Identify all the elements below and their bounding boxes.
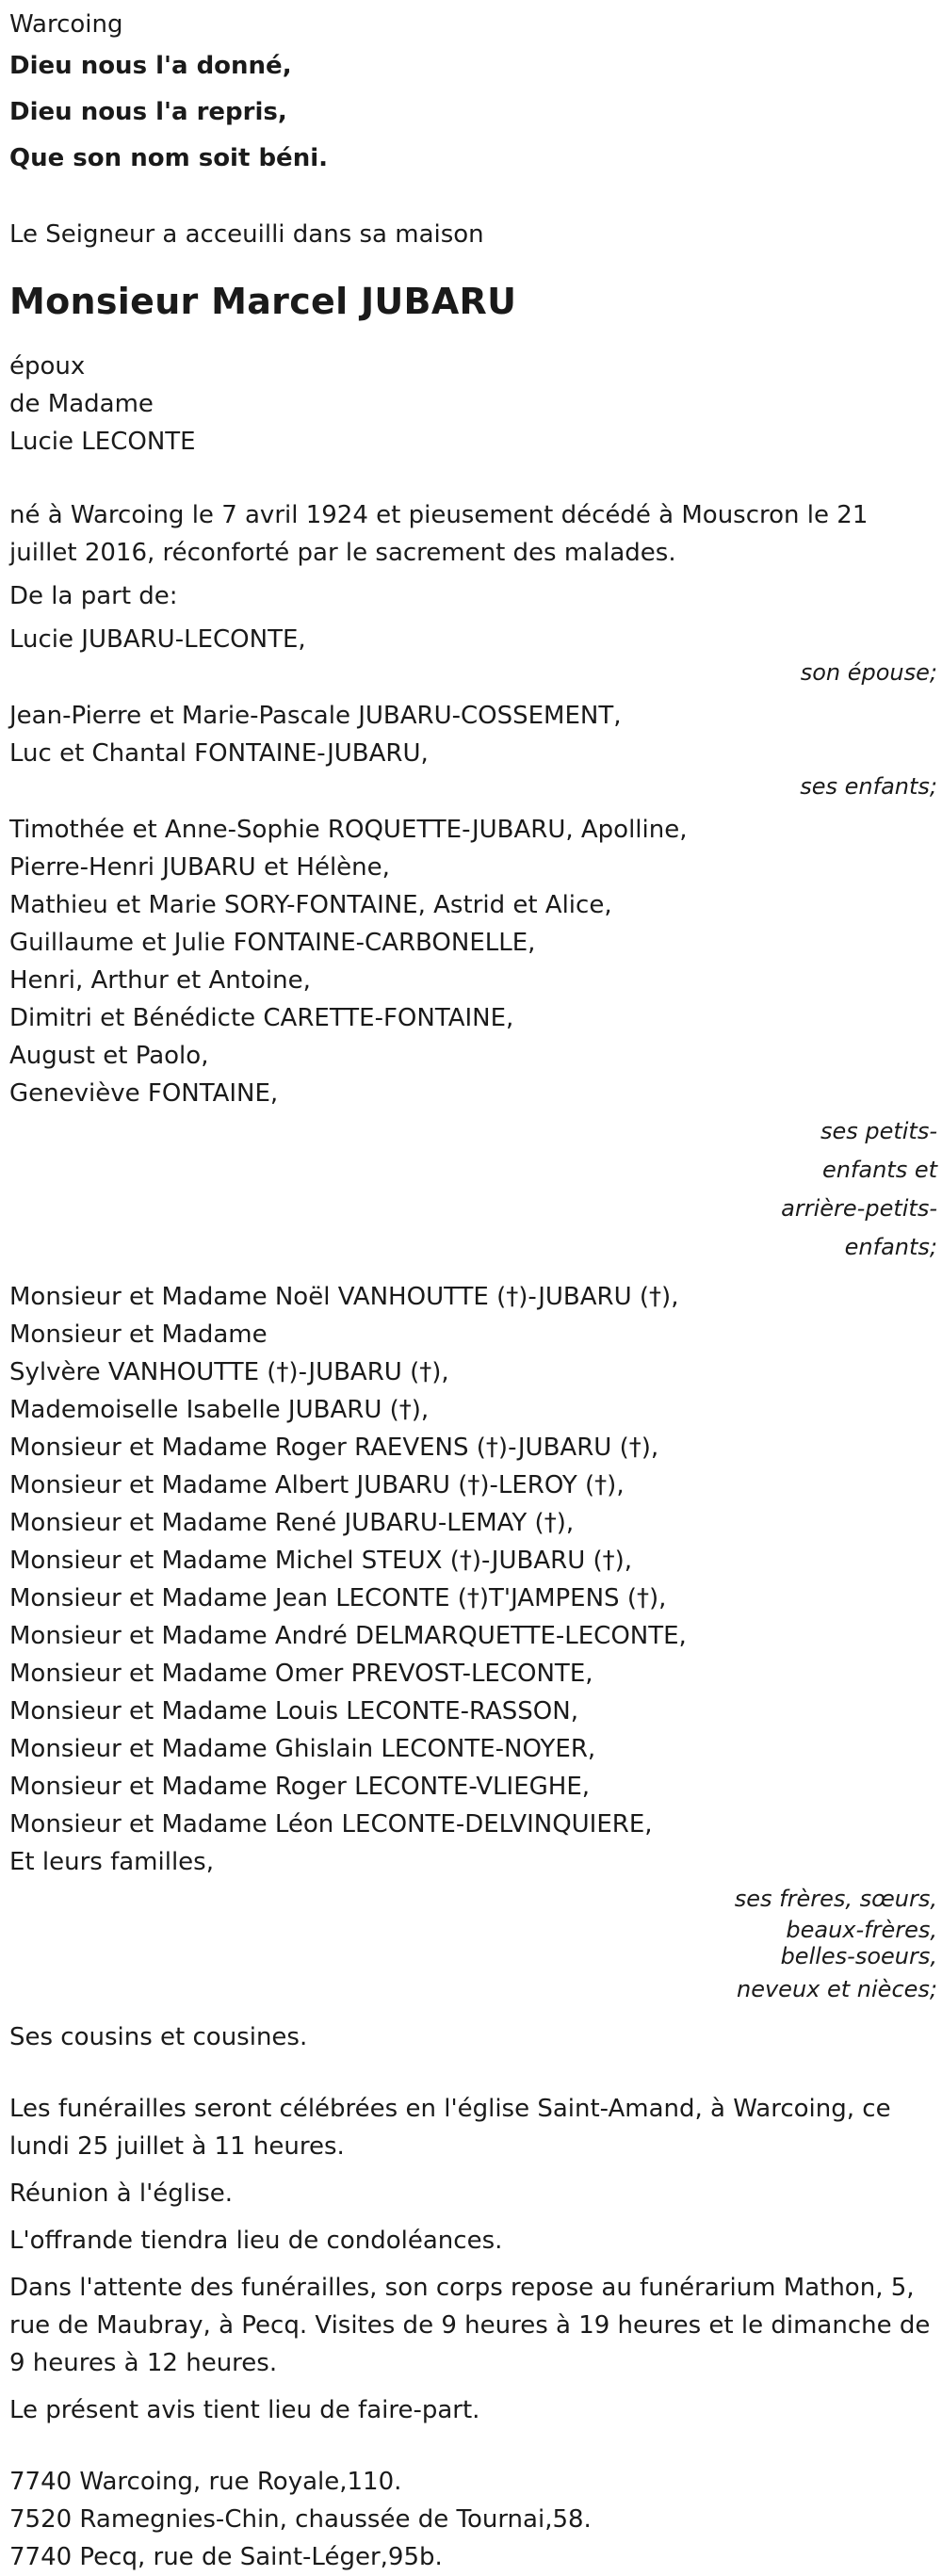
family-name: Sylvère VANHOUTTE (†)-JUBARU (†),: [9, 1358, 449, 1386]
family-name: Geneviève FONTAINE,: [9, 1079, 279, 1108]
family-name: Mathieu et Marie SORY-FONTAINE, Astrid et Alice,: [9, 891, 612, 919]
family-name: Et leurs familles,: [9, 1848, 214, 1876]
family-name: Luc et Chantal FONTAINE-JUBARU,: [9, 739, 429, 768]
address-line: 7740 Pecq, rue de Saint-Léger,95b.: [9, 2543, 443, 2571]
family-name: Monsieur et Madame: [9, 1320, 268, 1349]
family-group-grandchildren: [9, 811, 937, 1267]
family-name: Monsieur et Madame Roger LECONTE-VLIEGHE,: [9, 1773, 591, 1801]
spouse-line-2: de Madame: [9, 390, 154, 418]
family-group-spouse: [9, 621, 937, 688]
family-name: Mademoiselle Isabelle JUBARU (†),: [9, 1396, 430, 1424]
family-name: Monsieur et Madame André DELMARQUETTE-LECONTE,: [9, 1622, 687, 1650]
family-name: Monsieur et Madame Albert JUBARU (†)-LEROY (†),: [9, 1471, 625, 1499]
family-name: Monsieur et Madame René JUBARU-LEMAY (†),: [9, 1509, 575, 1537]
meeting-text: Réunion à l'église.: [9, 2179, 234, 2208]
family-name: Monsieur et Madame Léon LECONTE-DELVINQUIERE,: [9, 1810, 653, 1839]
from-label: De la part de:: [9, 582, 178, 610]
obituary-notice: [9, 6, 937, 2576]
bio-text: né à Warcoing le 7 avril 1924 et pieusement décédé à Mouscron le 21 juillet 2016, réconforté par le sacrement des malades.: [9, 501, 869, 567]
family-role: ses frères, sœurs,: [734, 1886, 937, 1912]
family-name: Monsieur et Madame Michel STEUX (†)-JUBARU (†),: [9, 1547, 633, 1575]
family-role: belles-soeurs,: [780, 1943, 937, 1969]
family-group-children: [9, 697, 937, 802]
verse-line-3: Que son nom soit béni.: [9, 144, 328, 172]
family-role: son épouse;: [800, 659, 937, 686]
cousins-text: Ses cousins et cousines.: [9, 2023, 308, 2051]
city-label: Warcoing: [9, 10, 123, 39]
family-name: August et Paolo,: [9, 1042, 209, 1070]
deceased-name: Monsieur Marcel JUBARU: [9, 281, 517, 322]
family-name: Monsieur et Madame Omer PREVOST-LECONTE,: [9, 1660, 593, 1688]
family-name: Monsieur et Madame Louis LECONTE-RASSON,: [9, 1697, 578, 1725]
offering-text: L'offrande tiendra lieu de condoléances.: [9, 2227, 503, 2255]
family-group-siblings: [9, 1278, 937, 2009]
verse-line-2: Dieu nous l'a repris,: [9, 98, 287, 126]
address-line: 7740 Warcoing, rue Royale,110.: [9, 2468, 402, 2496]
intro-text: Le Seigneur a acceuilli dans sa maison: [9, 220, 484, 249]
family-name: Pierre-Henri JUBARU et Hélène,: [9, 853, 390, 882]
family-role: neveux et nièces;: [737, 1976, 937, 2002]
spouse-line-1: époux: [9, 352, 86, 381]
family-role: ses petits-enfants et arrière-petits-enfants;: [781, 1118, 937, 1260]
family-name: Jean-Pierre et Marie-Pascale JUBARU-COSSEMENT,: [9, 702, 622, 730]
family-name: Monsieur et Madame Jean LECONTE (†)T'JAMPENS (†),: [9, 1584, 667, 1612]
visits-text: Dans l'attente des funérailles, son corps repose au funérarium Mathon, 5, rue de Maubray, à Pecq. Visites de 9 heures à 19 heures et le dimanche de 9 heures à 12 heures.: [9, 2274, 931, 2377]
funeral-ceremony-text: Les funérailles seront célébrées en l'église Saint-Amand, à Warcoing, ce lundi 25 juillet à 11 heures.: [9, 2095, 891, 2161]
family-name: Guillaume et Julie FONTAINE-CARBONELLE,: [9, 929, 536, 957]
family-name: Monsieur et Madame Roger RAEVENS (†)-JUBARU (†),: [9, 1434, 659, 1462]
family-name: Lucie JUBARU-LECONTE,: [9, 625, 306, 654]
family-name: Henri, Arthur et Antoine,: [9, 966, 311, 995]
spouse-line-3: Lucie LECONTE: [9, 428, 196, 456]
family-name: Monsieur et Madame Ghislain LECONTE-NOYER,: [9, 1735, 596, 1763]
family-role: beaux-frères,: [786, 1917, 937, 1943]
family-name: Dimitri et Bénédicte CARETTE-FONTAINE,: [9, 1004, 514, 1032]
verse-line-1: Dieu nous l'a donné,: [9, 52, 292, 80]
family-name: Monsieur et Madame Noël VANHOUTTE (†)-JUBARU (†),: [9, 1283, 679, 1311]
family-name: Timothée et Anne-Sophie ROQUETTE-JUBARU, Apolline,: [9, 816, 688, 844]
notice-text: Le présent avis tient lieu de faire-part.: [9, 2396, 480, 2424]
address-line: 7520 Ramegnies-Chin, chaussée de Tournai,58.: [9, 2505, 592, 2534]
family-role: ses enfants;: [800, 773, 937, 800]
